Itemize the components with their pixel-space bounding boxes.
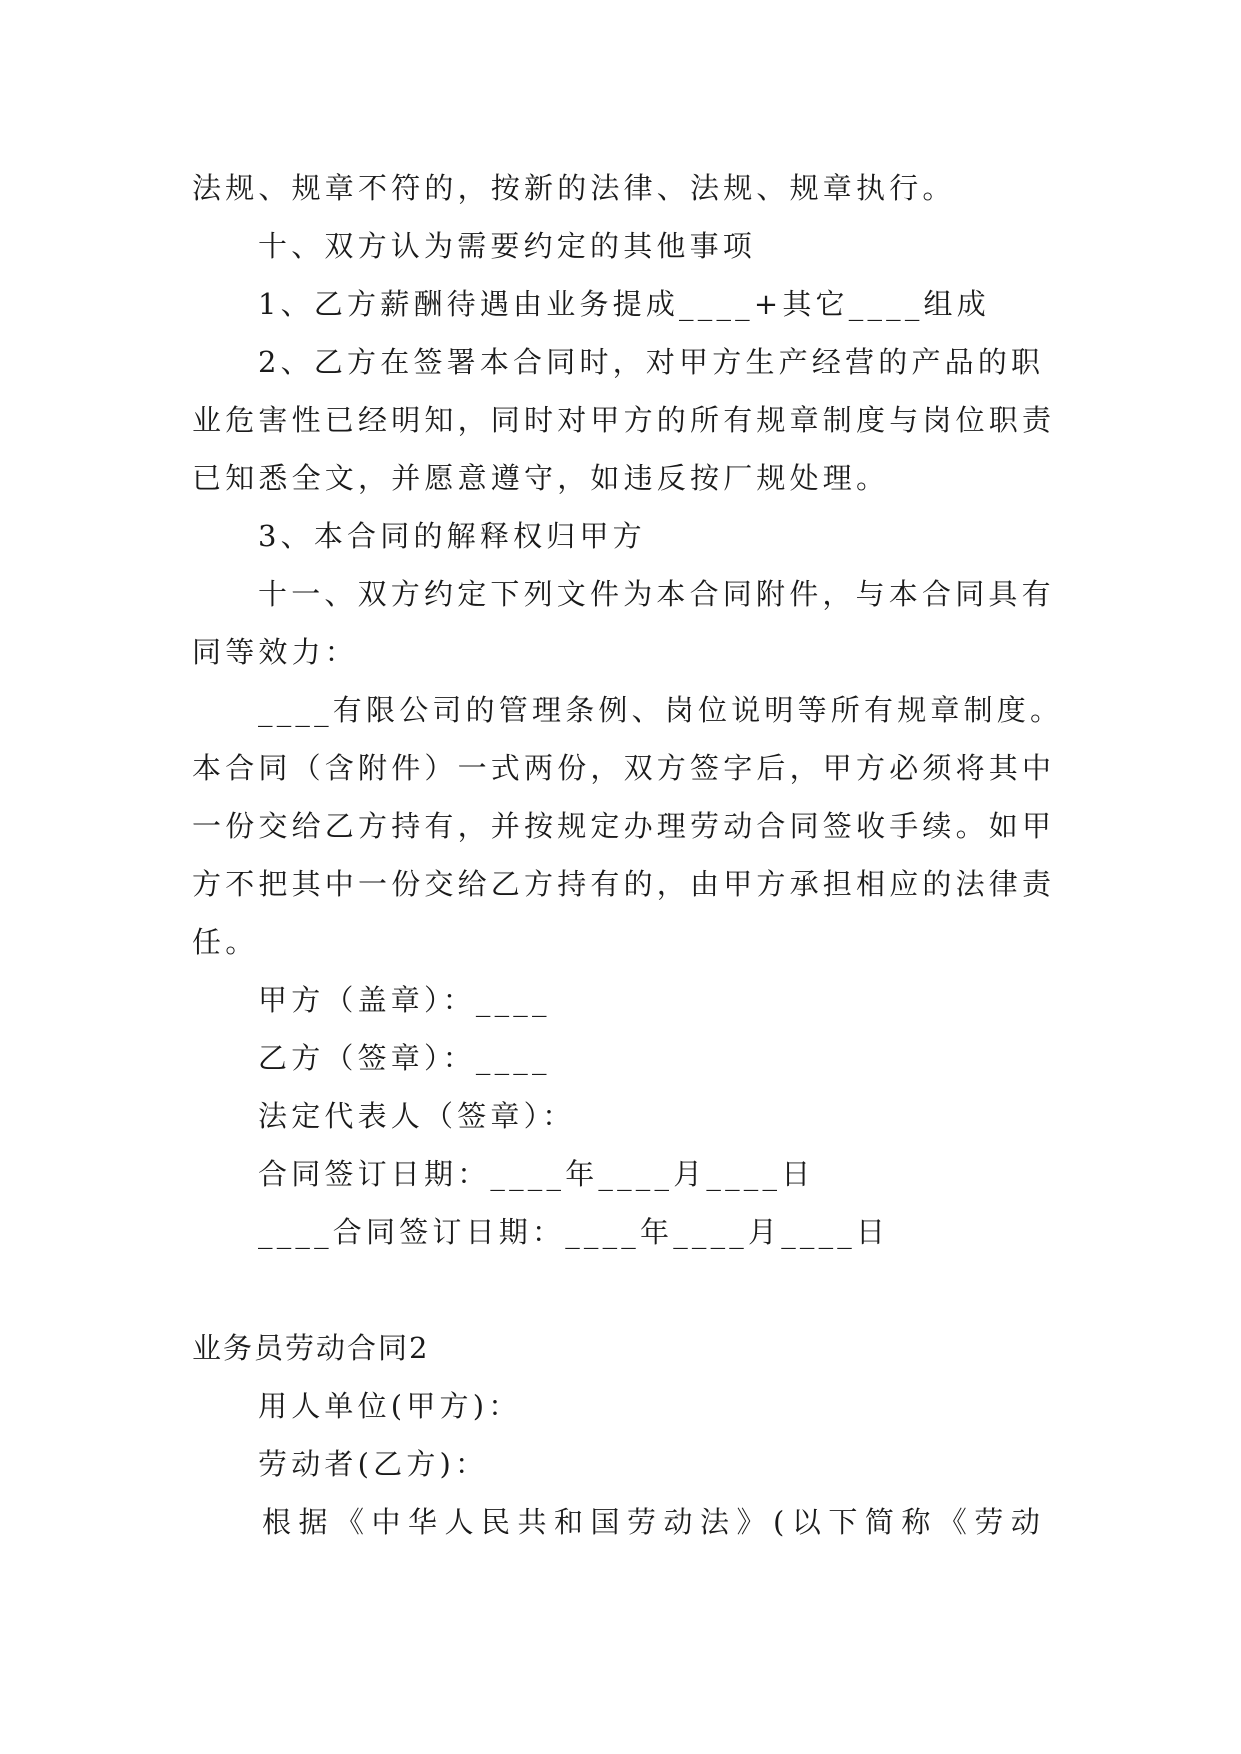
signature-line-party-a: 甲方（盖章）：____ — [258, 983, 551, 1017]
text-line: 方不把其中一份交给乙方持有的，由甲方承担相应的法律责 — [192, 867, 1056, 901]
signing-date-line: ____合同签订日期：____年____月____日 — [258, 1215, 890, 1249]
text-line: 本合同（含附件）一式两份，双方签字后，甲方必须将其中 — [192, 751, 1056, 785]
signing-date-line: 合同签订日期：____年____月____日 — [258, 1157, 815, 1191]
text-line: 已知悉全文，并愿意遵守，如违反按厂规处理。 — [192, 461, 890, 495]
text-line: 根据《中华人民共和国劳动法》(以下简称《劳动 — [262, 1505, 1048, 1539]
section-title: 业务员劳动合同2 — [192, 1331, 430, 1365]
employer-line: 用人单位(甲方)： — [258, 1389, 522, 1423]
text-line: 2、乙方在签署本合同时，对甲方生产经营的产品的职 — [258, 345, 1045, 379]
section-heading: 十、双方认为需要约定的其他事项 — [258, 229, 757, 263]
text-line: 任。 — [192, 925, 259, 959]
legal-representative-line: 法定代表人（签章）： — [258, 1099, 576, 1133]
text-line: 法规、规章不符的，按新的法律、法规、规章执行。 — [192, 171, 956, 205]
text-line: 3、本合同的解释权归甲方 — [258, 519, 646, 553]
signature-line-party-b: 乙方（签章）：____ — [258, 1041, 551, 1075]
text-line: ____有限公司的管理条例、岗位说明等所有规章制度。 — [258, 693, 1064, 727]
text-line: 1、乙方薪酬待遇由业务提成____+其它____组成 — [258, 287, 990, 321]
text-line: 一份交给乙方持有，并按规定办理劳动合同签收手续。如甲 — [192, 809, 1056, 843]
section-heading: 十一、双方约定下列文件为本合同附件，与本合同具有 — [258, 577, 1055, 611]
text-line: 同等效力： — [192, 635, 359, 669]
employee-line: 劳动者(乙方)： — [258, 1447, 489, 1481]
text-line: 业危害性已经明知，同时对甲方的所有规章制度与岗位职责 — [192, 403, 1056, 437]
